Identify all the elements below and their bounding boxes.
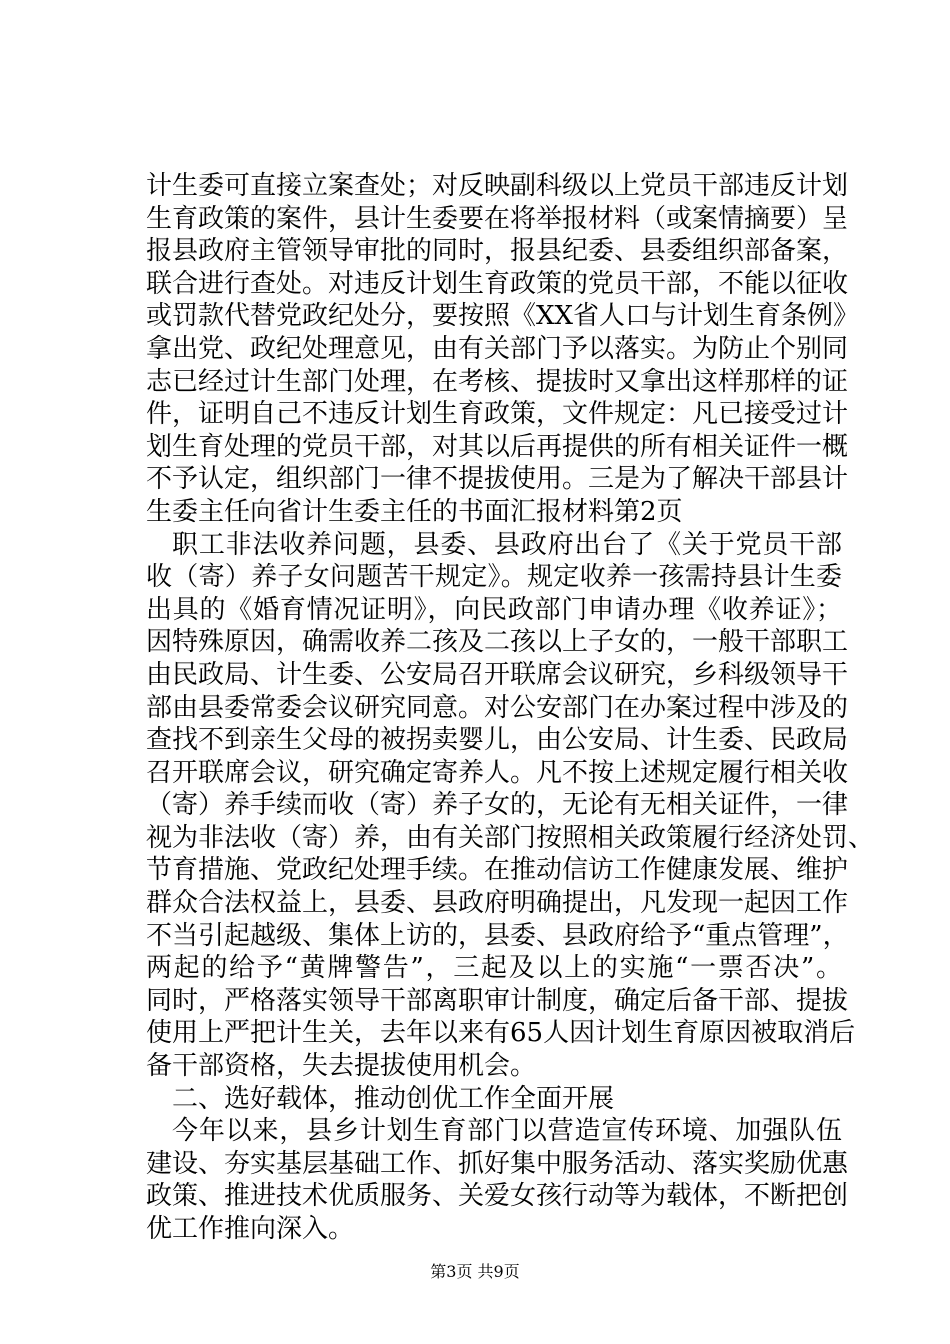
- document-body: [146, 170, 875, 1246]
- paragraph-3: [146, 1115, 849, 1245]
- text-line: 联合进行查处。对违反计划生育政策的党员干部，不能以征收: [146, 268, 849, 299]
- text-line: 或罚款代替党政纪处分，要按照《XX省人口与计划生育条例》: [146, 301, 860, 332]
- text-line: 同时，严格落实领导干部离职审计制度，确定后备干部、提拔: [146, 985, 849, 1016]
- text-line: 政策、推进技术优质服务、关爱女孩行动等为载体，不断把创: [146, 1181, 849, 1212]
- section-heading: [146, 1083, 842, 1116]
- paragraph-2: [146, 529, 875, 1083]
- text-line: 计生委可直接立案查处；对反映副科级以上党员干部违反计划: [146, 171, 849, 201]
- text-line: 收（寄）养子女问题苦干规定》。规定收养一孩需持县计生委: [146, 562, 842, 593]
- text-line: 备干部资格，失去提拔使用机会。: [146, 1051, 537, 1082]
- text-line: 由民政局、计生委、公安局召开联席会议研究，乡科级领导干: [146, 659, 849, 690]
- text-line: 召开联席会议，研究确定寄养人。凡不按上述规定履行相关收: [146, 757, 849, 788]
- text-line: 不当引起越级、集体上访的，县委、县政府给予“重点管理”，: [146, 920, 849, 951]
- text-line: （寄）养手续而收（寄）养子女的，无论有无相关证件，一律: [146, 790, 849, 821]
- page-footer: [0, 1262, 950, 1282]
- text-line: 生委主任向省计生委主任的书面汇报材料第2页: [146, 496, 683, 527]
- text-line: 节育措施、党政纪处理手续。在推动信访工作健康发展、维护: [146, 855, 849, 886]
- text-line: 建设、夯实基层基础工作、抓好集中服务活动、落实奖励优惠: [146, 1148, 849, 1179]
- text-line: 部由县委常委会议研究同意。对公安部门在办案过程中涉及的: [146, 692, 849, 723]
- text-line: 今年以来，县乡计划生育部门以营造宣传环境、加强队伍: [172, 1116, 842, 1147]
- text-line: 不予认定，组织部门一律不提拔使用。三是为了解决干部县计: [146, 464, 849, 495]
- text-line: 优工作推向深入。: [146, 1214, 355, 1244]
- text-line: 视为非法收（寄）养，由有关部门按照相关政策履行经济处罚、: [146, 822, 875, 853]
- text-line: 划生育处理的党员干部，对其以后再提供的所有相关证件一概: [146, 431, 849, 462]
- text-line: 使用上严把计生关，去年以来有65人因计划生育原因被取消后: [146, 1018, 856, 1049]
- text-line: 报县政府主管领导审批的同时，报县纪委、县委组织部备案，: [146, 236, 849, 267]
- text-line: 因特殊原因，确需收养二孩及二孩以上子女的，一般干部职工: [146, 627, 849, 658]
- text-line: 两起的给予“黄牌警告”，三起及以上的实施“一票否决”。: [146, 953, 842, 984]
- text-line: 生育政策的案件，县计生委要在将举报材料（或案情摘要）呈: [146, 203, 849, 234]
- page-number-label: 第3页 共9页: [430, 1262, 520, 1281]
- text-line: 出具的《婚育情况证明》，向民政部门申请办理《收养证》；: [146, 594, 842, 625]
- paragraph-1: [146, 170, 860, 529]
- text-line: 职工非法收养问题，县委、县政府出台了《关于党员干部: [172, 529, 842, 560]
- heading-line: 二、选好载体，推动创优工作全面开展: [172, 1083, 615, 1114]
- text-line: 件，证明自己不违反计划生育政策，文件规定：凡已接受过计: [146, 399, 849, 430]
- text-line: 群众合法权益上，县委、县政府明确提出，凡发现一起因工作: [146, 888, 849, 919]
- text-line: 拿出党、政纪处理意见，由有关部门予以落实。为防止个别同: [146, 333, 849, 364]
- text-line: 志已经过计生部门处理，在考核、提拔时又拿出这样那样的证: [146, 366, 849, 397]
- text-line: 查找不到亲生父母的被拐卖婴儿，由公安局、计生委、民政局: [146, 725, 849, 756]
